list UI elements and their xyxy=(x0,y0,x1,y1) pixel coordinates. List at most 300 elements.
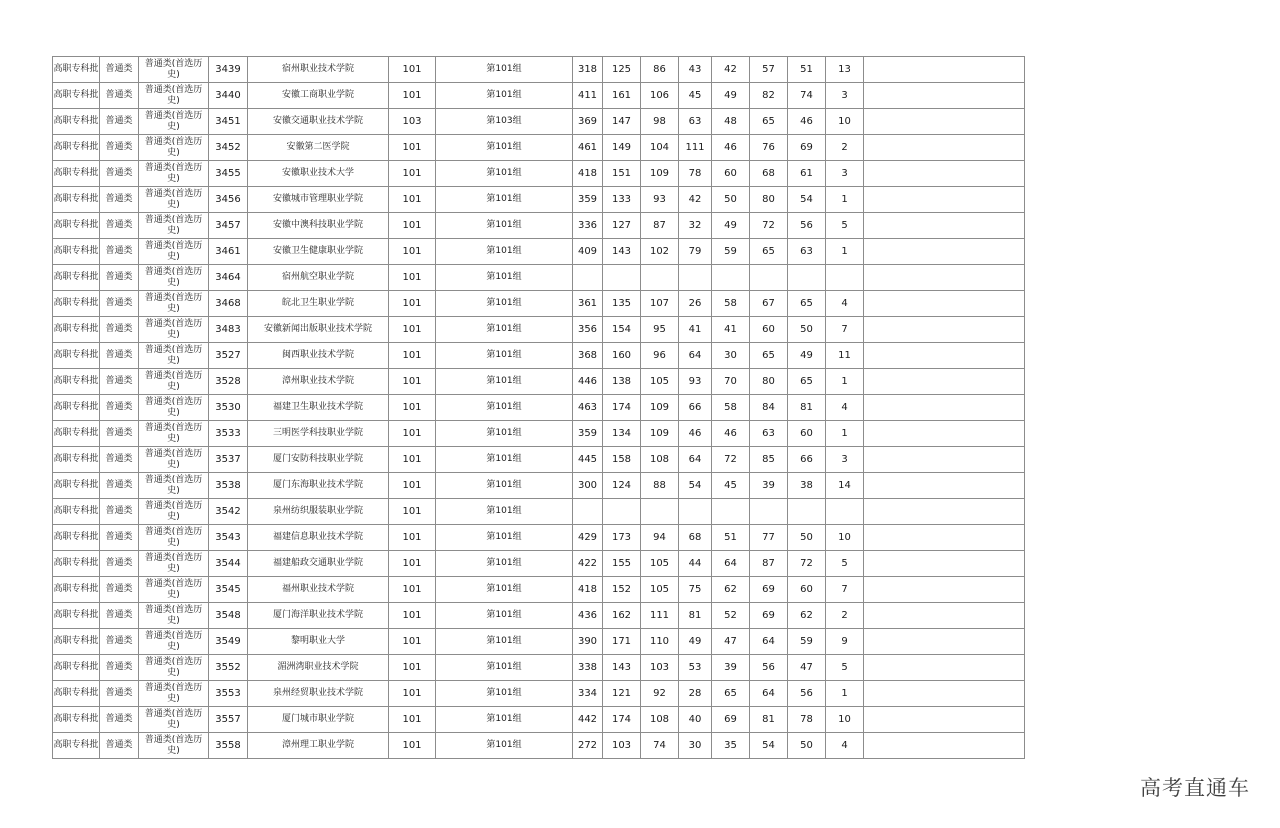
score-cell xyxy=(826,265,864,291)
group-code-cell: 103 xyxy=(389,109,436,135)
score-cell: 60 xyxy=(788,421,826,447)
remark-cell xyxy=(864,499,1025,525)
remark-cell xyxy=(864,239,1025,265)
group-name-cell: 第101组 xyxy=(436,499,573,525)
score-cell: 69 xyxy=(788,135,826,161)
group-code-cell: 101 xyxy=(389,629,436,655)
score-cell: 171 xyxy=(603,629,641,655)
batch-cell: 高职专科批 xyxy=(53,681,100,707)
score-cell: 38 xyxy=(788,473,826,499)
score-cell: 422 xyxy=(573,551,603,577)
score-cell: 35 xyxy=(712,733,750,759)
score-cell: 442 xyxy=(573,707,603,733)
batch-cell: 高职专科批 xyxy=(53,421,100,447)
score-cell: 155 xyxy=(603,551,641,577)
score-cell: 30 xyxy=(712,343,750,369)
group-code-cell: 101 xyxy=(389,187,436,213)
score-cell: 62 xyxy=(788,603,826,629)
score-cell: 65 xyxy=(750,109,788,135)
group-code-cell: 101 xyxy=(389,291,436,317)
watermark-text: 高考直通车 xyxy=(1140,776,1250,800)
school-name-cell: 漳州理工职业学院 xyxy=(248,733,389,759)
batch-cell: 高职专科批 xyxy=(53,213,100,239)
subject-type-cell: 普通类(首选历史) xyxy=(139,525,209,551)
group-name-cell: 第101组 xyxy=(436,369,573,395)
score-cell xyxy=(679,499,712,525)
score-cell: 68 xyxy=(679,525,712,551)
score-cell: 368 xyxy=(573,343,603,369)
score-cell: 105 xyxy=(641,577,679,603)
score-cell: 154 xyxy=(603,317,641,343)
score-cell: 338 xyxy=(573,655,603,681)
remark-cell xyxy=(864,733,1025,759)
score-cell: 110 xyxy=(641,629,679,655)
score-cell: 56 xyxy=(788,681,826,707)
score-cell: 58 xyxy=(712,291,750,317)
group-name-cell: 第101组 xyxy=(436,395,573,421)
score-cell: 463 xyxy=(573,395,603,421)
school-code-cell: 3545 xyxy=(209,577,248,603)
school-code-cell: 3549 xyxy=(209,629,248,655)
category-cell: 普通类 xyxy=(100,577,139,603)
score-cell: 77 xyxy=(750,525,788,551)
score-cell: 63 xyxy=(788,239,826,265)
table-row xyxy=(53,265,1025,291)
school-name-cell: 福建船政交通职业学院 xyxy=(248,551,389,577)
score-cell: 69 xyxy=(712,707,750,733)
score-cell: 14 xyxy=(826,473,864,499)
score-cell: 65 xyxy=(788,291,826,317)
score-cell: 5 xyxy=(826,551,864,577)
score-cell: 111 xyxy=(641,603,679,629)
score-cell: 107 xyxy=(641,291,679,317)
score-cell: 3 xyxy=(826,83,864,109)
score-cell: 84 xyxy=(750,395,788,421)
remark-cell xyxy=(864,629,1025,655)
table-row xyxy=(53,447,1025,473)
score-cell: 66 xyxy=(679,395,712,421)
school-name-cell: 福建信息职业技术学院 xyxy=(248,525,389,551)
group-name-cell: 第101组 xyxy=(436,577,573,603)
score-cell: 300 xyxy=(573,473,603,499)
score-cell: 47 xyxy=(712,629,750,655)
score-cell: 50 xyxy=(788,317,826,343)
score-cell: 87 xyxy=(750,551,788,577)
score-cell: 81 xyxy=(679,603,712,629)
score-cell xyxy=(573,499,603,525)
category-cell: 普通类 xyxy=(100,187,139,213)
category-cell: 普通类 xyxy=(100,343,139,369)
subject-type-cell: 普通类(首选历史) xyxy=(139,707,209,733)
score-cell: 411 xyxy=(573,83,603,109)
batch-cell: 高职专科批 xyxy=(53,473,100,499)
score-cell: 78 xyxy=(679,161,712,187)
score-cell: 111 xyxy=(679,135,712,161)
score-cell: 80 xyxy=(750,369,788,395)
score-cell: 56 xyxy=(788,213,826,239)
remark-cell xyxy=(864,525,1025,551)
batch-cell: 高职专科批 xyxy=(53,447,100,473)
subject-type-cell: 普通类(首选历史) xyxy=(139,239,209,265)
score-cell: 69 xyxy=(750,577,788,603)
table-row xyxy=(53,57,1025,83)
subject-type-cell: 普通类(首选历史) xyxy=(139,733,209,759)
school-code-cell: 3537 xyxy=(209,447,248,473)
school-code-cell: 3530 xyxy=(209,395,248,421)
remark-cell xyxy=(864,551,1025,577)
subject-type-cell: 普通类(首选历史) xyxy=(139,161,209,187)
score-cell: 41 xyxy=(712,317,750,343)
subject-type-cell: 普通类(首选历史) xyxy=(139,265,209,291)
score-cell: 49 xyxy=(788,343,826,369)
score-cell: 39 xyxy=(712,655,750,681)
score-cell: 134 xyxy=(603,421,641,447)
category-cell: 普通类 xyxy=(100,213,139,239)
group-code-cell: 101 xyxy=(389,733,436,759)
subject-type-cell: 普通类(首选历史) xyxy=(139,291,209,317)
score-cell: 94 xyxy=(641,525,679,551)
score-cell: 1 xyxy=(826,369,864,395)
group-code-cell: 101 xyxy=(389,57,436,83)
score-cell: 356 xyxy=(573,317,603,343)
remark-cell xyxy=(864,83,1025,109)
score-cell: 80 xyxy=(750,187,788,213)
score-cell: 272 xyxy=(573,733,603,759)
school-code-cell: 3553 xyxy=(209,681,248,707)
score-cell: 103 xyxy=(641,655,679,681)
score-cell: 50 xyxy=(788,733,826,759)
admission-score-table xyxy=(52,56,1025,759)
score-cell: 47 xyxy=(788,655,826,681)
school-code-cell: 3544 xyxy=(209,551,248,577)
score-cell: 436 xyxy=(573,603,603,629)
group-name-cell: 第103组 xyxy=(436,109,573,135)
score-cell: 60 xyxy=(712,161,750,187)
group-name-cell: 第101组 xyxy=(436,421,573,447)
subject-type-cell: 普通类(首选历史) xyxy=(139,57,209,83)
category-cell: 普通类 xyxy=(100,57,139,83)
school-code-cell: 3455 xyxy=(209,161,248,187)
score-cell: 53 xyxy=(679,655,712,681)
score-cell xyxy=(826,499,864,525)
table-row xyxy=(53,213,1025,239)
score-cell: 4 xyxy=(826,291,864,317)
score-cell: 103 xyxy=(603,733,641,759)
score-cell: 13 xyxy=(826,57,864,83)
batch-cell: 高职专科批 xyxy=(53,733,100,759)
score-cell: 45 xyxy=(712,473,750,499)
table-row xyxy=(53,629,1025,655)
score-cell: 59 xyxy=(712,239,750,265)
score-cell: 1 xyxy=(826,187,864,213)
school-name-cell: 安徽中澳科技职业学院 xyxy=(248,213,389,239)
score-cell: 72 xyxy=(788,551,826,577)
score-cell: 49 xyxy=(712,213,750,239)
batch-cell: 高职专科批 xyxy=(53,629,100,655)
subject-type-cell: 普通类(首选历史) xyxy=(139,629,209,655)
score-cell: 74 xyxy=(788,83,826,109)
school-code-cell: 3557 xyxy=(209,707,248,733)
score-cell: 49 xyxy=(679,629,712,655)
score-cell: 10 xyxy=(826,109,864,135)
score-cell xyxy=(788,499,826,525)
score-cell: 41 xyxy=(679,317,712,343)
score-cell: 105 xyxy=(641,551,679,577)
score-cell: 82 xyxy=(750,83,788,109)
group-code-cell: 101 xyxy=(389,473,436,499)
score-cell xyxy=(573,265,603,291)
score-cell: 64 xyxy=(679,447,712,473)
score-cell xyxy=(641,499,679,525)
category-cell: 普通类 xyxy=(100,395,139,421)
batch-cell: 高职专科批 xyxy=(53,187,100,213)
score-cell: 138 xyxy=(603,369,641,395)
score-cell: 102 xyxy=(641,239,679,265)
school-name-cell: 安徽卫生健康职业学院 xyxy=(248,239,389,265)
batch-cell: 高职专科批 xyxy=(53,291,100,317)
subject-type-cell: 普通类(首选历史) xyxy=(139,447,209,473)
remark-cell xyxy=(864,57,1025,83)
category-cell: 普通类 xyxy=(100,265,139,291)
group-code-cell: 101 xyxy=(389,239,436,265)
score-cell xyxy=(603,265,641,291)
group-name-cell: 第101组 xyxy=(436,525,573,551)
score-cell: 106 xyxy=(641,83,679,109)
score-cell: 63 xyxy=(750,421,788,447)
school-name-cell: 安徽城市管理职业学院 xyxy=(248,187,389,213)
school-name-cell: 安徽工商职业学院 xyxy=(248,83,389,109)
score-cell: 64 xyxy=(750,681,788,707)
score-cell: 1 xyxy=(826,239,864,265)
school-name-cell: 安徽新闻出版职业技术学院 xyxy=(248,317,389,343)
school-code-cell: 3464 xyxy=(209,265,248,291)
category-cell: 普通类 xyxy=(100,447,139,473)
category-cell: 普通类 xyxy=(100,655,139,681)
remark-cell xyxy=(864,655,1025,681)
remark-cell xyxy=(864,681,1025,707)
subject-type-cell: 普通类(首选历史) xyxy=(139,369,209,395)
score-cell: 54 xyxy=(679,473,712,499)
school-name-cell: 三明医学科技职业学院 xyxy=(248,421,389,447)
score-cell: 93 xyxy=(641,187,679,213)
subject-type-cell: 普通类(首选历史) xyxy=(139,317,209,343)
remark-cell xyxy=(864,369,1025,395)
group-name-cell: 第101组 xyxy=(436,447,573,473)
score-cell: 45 xyxy=(679,83,712,109)
table-row xyxy=(53,369,1025,395)
remark-cell xyxy=(864,265,1025,291)
score-cell: 39 xyxy=(750,473,788,499)
school-name-cell: 厦门安防科技职业学院 xyxy=(248,447,389,473)
category-cell: 普通类 xyxy=(100,135,139,161)
score-cell: 7 xyxy=(826,317,864,343)
score-cell: 109 xyxy=(641,421,679,447)
category-cell: 普通类 xyxy=(100,161,139,187)
group-code-cell: 101 xyxy=(389,655,436,681)
score-cell: 30 xyxy=(679,733,712,759)
remark-cell xyxy=(864,707,1025,733)
score-cell: 104 xyxy=(641,135,679,161)
group-name-cell: 第101组 xyxy=(436,239,573,265)
score-cell: 81 xyxy=(788,395,826,421)
score-cell: 3 xyxy=(826,161,864,187)
score-cell: 1 xyxy=(826,681,864,707)
score-cell: 108 xyxy=(641,707,679,733)
score-cell: 62 xyxy=(712,577,750,603)
school-name-cell: 宿州职业技术学院 xyxy=(248,57,389,83)
batch-cell: 高职专科批 xyxy=(53,161,100,187)
score-cell: 143 xyxy=(603,655,641,681)
table-row xyxy=(53,83,1025,109)
group-name-cell: 第101组 xyxy=(436,265,573,291)
batch-cell: 高职专科批 xyxy=(53,109,100,135)
school-name-cell: 皖北卫生职业学院 xyxy=(248,291,389,317)
subject-type-cell: 普通类(首选历史) xyxy=(139,655,209,681)
table-row xyxy=(53,161,1025,187)
score-cell: 46 xyxy=(712,421,750,447)
score-cell: 160 xyxy=(603,343,641,369)
score-cell: 92 xyxy=(641,681,679,707)
table-row xyxy=(53,655,1025,681)
table-row xyxy=(53,109,1025,135)
score-cell: 334 xyxy=(573,681,603,707)
batch-cell: 高职专科批 xyxy=(53,551,100,577)
score-cell: 5 xyxy=(826,655,864,681)
score-cell: 96 xyxy=(641,343,679,369)
table-body xyxy=(53,57,1025,759)
score-cell: 52 xyxy=(712,603,750,629)
category-cell: 普通类 xyxy=(100,83,139,109)
score-cell: 46 xyxy=(788,109,826,135)
table-row xyxy=(53,525,1025,551)
score-cell: 11 xyxy=(826,343,864,369)
table-row xyxy=(53,395,1025,421)
category-cell: 普通类 xyxy=(100,733,139,759)
batch-cell: 高职专科批 xyxy=(53,603,100,629)
score-cell: 318 xyxy=(573,57,603,83)
remark-cell xyxy=(864,421,1025,447)
batch-cell: 高职专科批 xyxy=(53,317,100,343)
subject-type-cell: 普通类(首选历史) xyxy=(139,577,209,603)
group-name-cell: 第101组 xyxy=(436,83,573,109)
category-cell: 普通类 xyxy=(100,473,139,499)
table-row xyxy=(53,577,1025,603)
score-cell: 50 xyxy=(788,525,826,551)
score-cell: 149 xyxy=(603,135,641,161)
score-cell: 109 xyxy=(641,161,679,187)
remark-cell xyxy=(864,161,1025,187)
school-code-cell: 3528 xyxy=(209,369,248,395)
group-code-cell: 101 xyxy=(389,161,436,187)
subject-type-cell: 普通类(首选历史) xyxy=(139,473,209,499)
score-cell: 78 xyxy=(788,707,826,733)
score-cell: 445 xyxy=(573,447,603,473)
school-name-cell: 泉州经贸职业技术学院 xyxy=(248,681,389,707)
table-row xyxy=(53,421,1025,447)
batch-cell: 高职专科批 xyxy=(53,525,100,551)
score-cell: 390 xyxy=(573,629,603,655)
category-cell: 普通类 xyxy=(100,421,139,447)
batch-cell: 高职专科批 xyxy=(53,239,100,265)
score-cell: 32 xyxy=(679,213,712,239)
score-cell: 40 xyxy=(679,707,712,733)
category-cell: 普通类 xyxy=(100,291,139,317)
score-cell: 143 xyxy=(603,239,641,265)
score-cell: 151 xyxy=(603,161,641,187)
remark-cell xyxy=(864,213,1025,239)
school-code-cell: 3538 xyxy=(209,473,248,499)
score-cell: 50 xyxy=(712,187,750,213)
school-code-cell: 3542 xyxy=(209,499,248,525)
group-code-cell: 101 xyxy=(389,317,436,343)
category-cell: 普通类 xyxy=(100,525,139,551)
category-cell: 普通类 xyxy=(100,369,139,395)
group-name-cell: 第101组 xyxy=(436,603,573,629)
group-code-cell: 101 xyxy=(389,499,436,525)
remark-cell xyxy=(864,187,1025,213)
score-cell: 461 xyxy=(573,135,603,161)
score-cell: 86 xyxy=(641,57,679,83)
school-code-cell: 3456 xyxy=(209,187,248,213)
score-cell xyxy=(788,265,826,291)
school-code-cell: 3457 xyxy=(209,213,248,239)
score-cell: 98 xyxy=(641,109,679,135)
school-name-cell: 湄洲湾职业技术学院 xyxy=(248,655,389,681)
group-name-cell: 第101组 xyxy=(436,317,573,343)
remark-cell xyxy=(864,447,1025,473)
score-cell: 10 xyxy=(826,707,864,733)
score-cell: 58 xyxy=(712,395,750,421)
school-code-cell: 3439 xyxy=(209,57,248,83)
group-code-cell: 101 xyxy=(389,265,436,291)
score-cell: 108 xyxy=(641,447,679,473)
score-cell: 64 xyxy=(750,629,788,655)
score-cell: 2 xyxy=(826,603,864,629)
group-name-cell: 第101组 xyxy=(436,187,573,213)
table-row xyxy=(53,317,1025,343)
subject-type-cell: 普通类(首选历史) xyxy=(139,603,209,629)
score-cell: 105 xyxy=(641,369,679,395)
school-name-cell: 漳州职业技术学院 xyxy=(248,369,389,395)
group-name-cell: 第101组 xyxy=(436,629,573,655)
school-code-cell: 3527 xyxy=(209,343,248,369)
score-cell xyxy=(603,499,641,525)
group-name-cell: 第101组 xyxy=(436,473,573,499)
score-cell: 57 xyxy=(750,57,788,83)
school-code-cell: 3461 xyxy=(209,239,248,265)
score-cell: 68 xyxy=(750,161,788,187)
subject-type-cell: 普通类(首选历史) xyxy=(139,343,209,369)
subject-type-cell: 普通类(首选历史) xyxy=(139,421,209,447)
batch-cell: 高职专科批 xyxy=(53,265,100,291)
school-name-cell: 福建卫生职业技术学院 xyxy=(248,395,389,421)
score-cell: 109 xyxy=(641,395,679,421)
school-name-cell: 安徽职业技术大学 xyxy=(248,161,389,187)
subject-type-cell: 普通类(首选历史) xyxy=(139,83,209,109)
remark-cell xyxy=(864,109,1025,135)
school-code-cell: 3552 xyxy=(209,655,248,681)
score-cell xyxy=(679,265,712,291)
score-cell: 4 xyxy=(826,733,864,759)
group-name-cell: 第101组 xyxy=(436,733,573,759)
score-cell: 61 xyxy=(788,161,826,187)
score-cell: 161 xyxy=(603,83,641,109)
score-cell: 67 xyxy=(750,291,788,317)
score-cell: 49 xyxy=(712,83,750,109)
subject-type-cell: 普通类(首选历史) xyxy=(139,395,209,421)
table-row xyxy=(53,187,1025,213)
remark-cell xyxy=(864,317,1025,343)
